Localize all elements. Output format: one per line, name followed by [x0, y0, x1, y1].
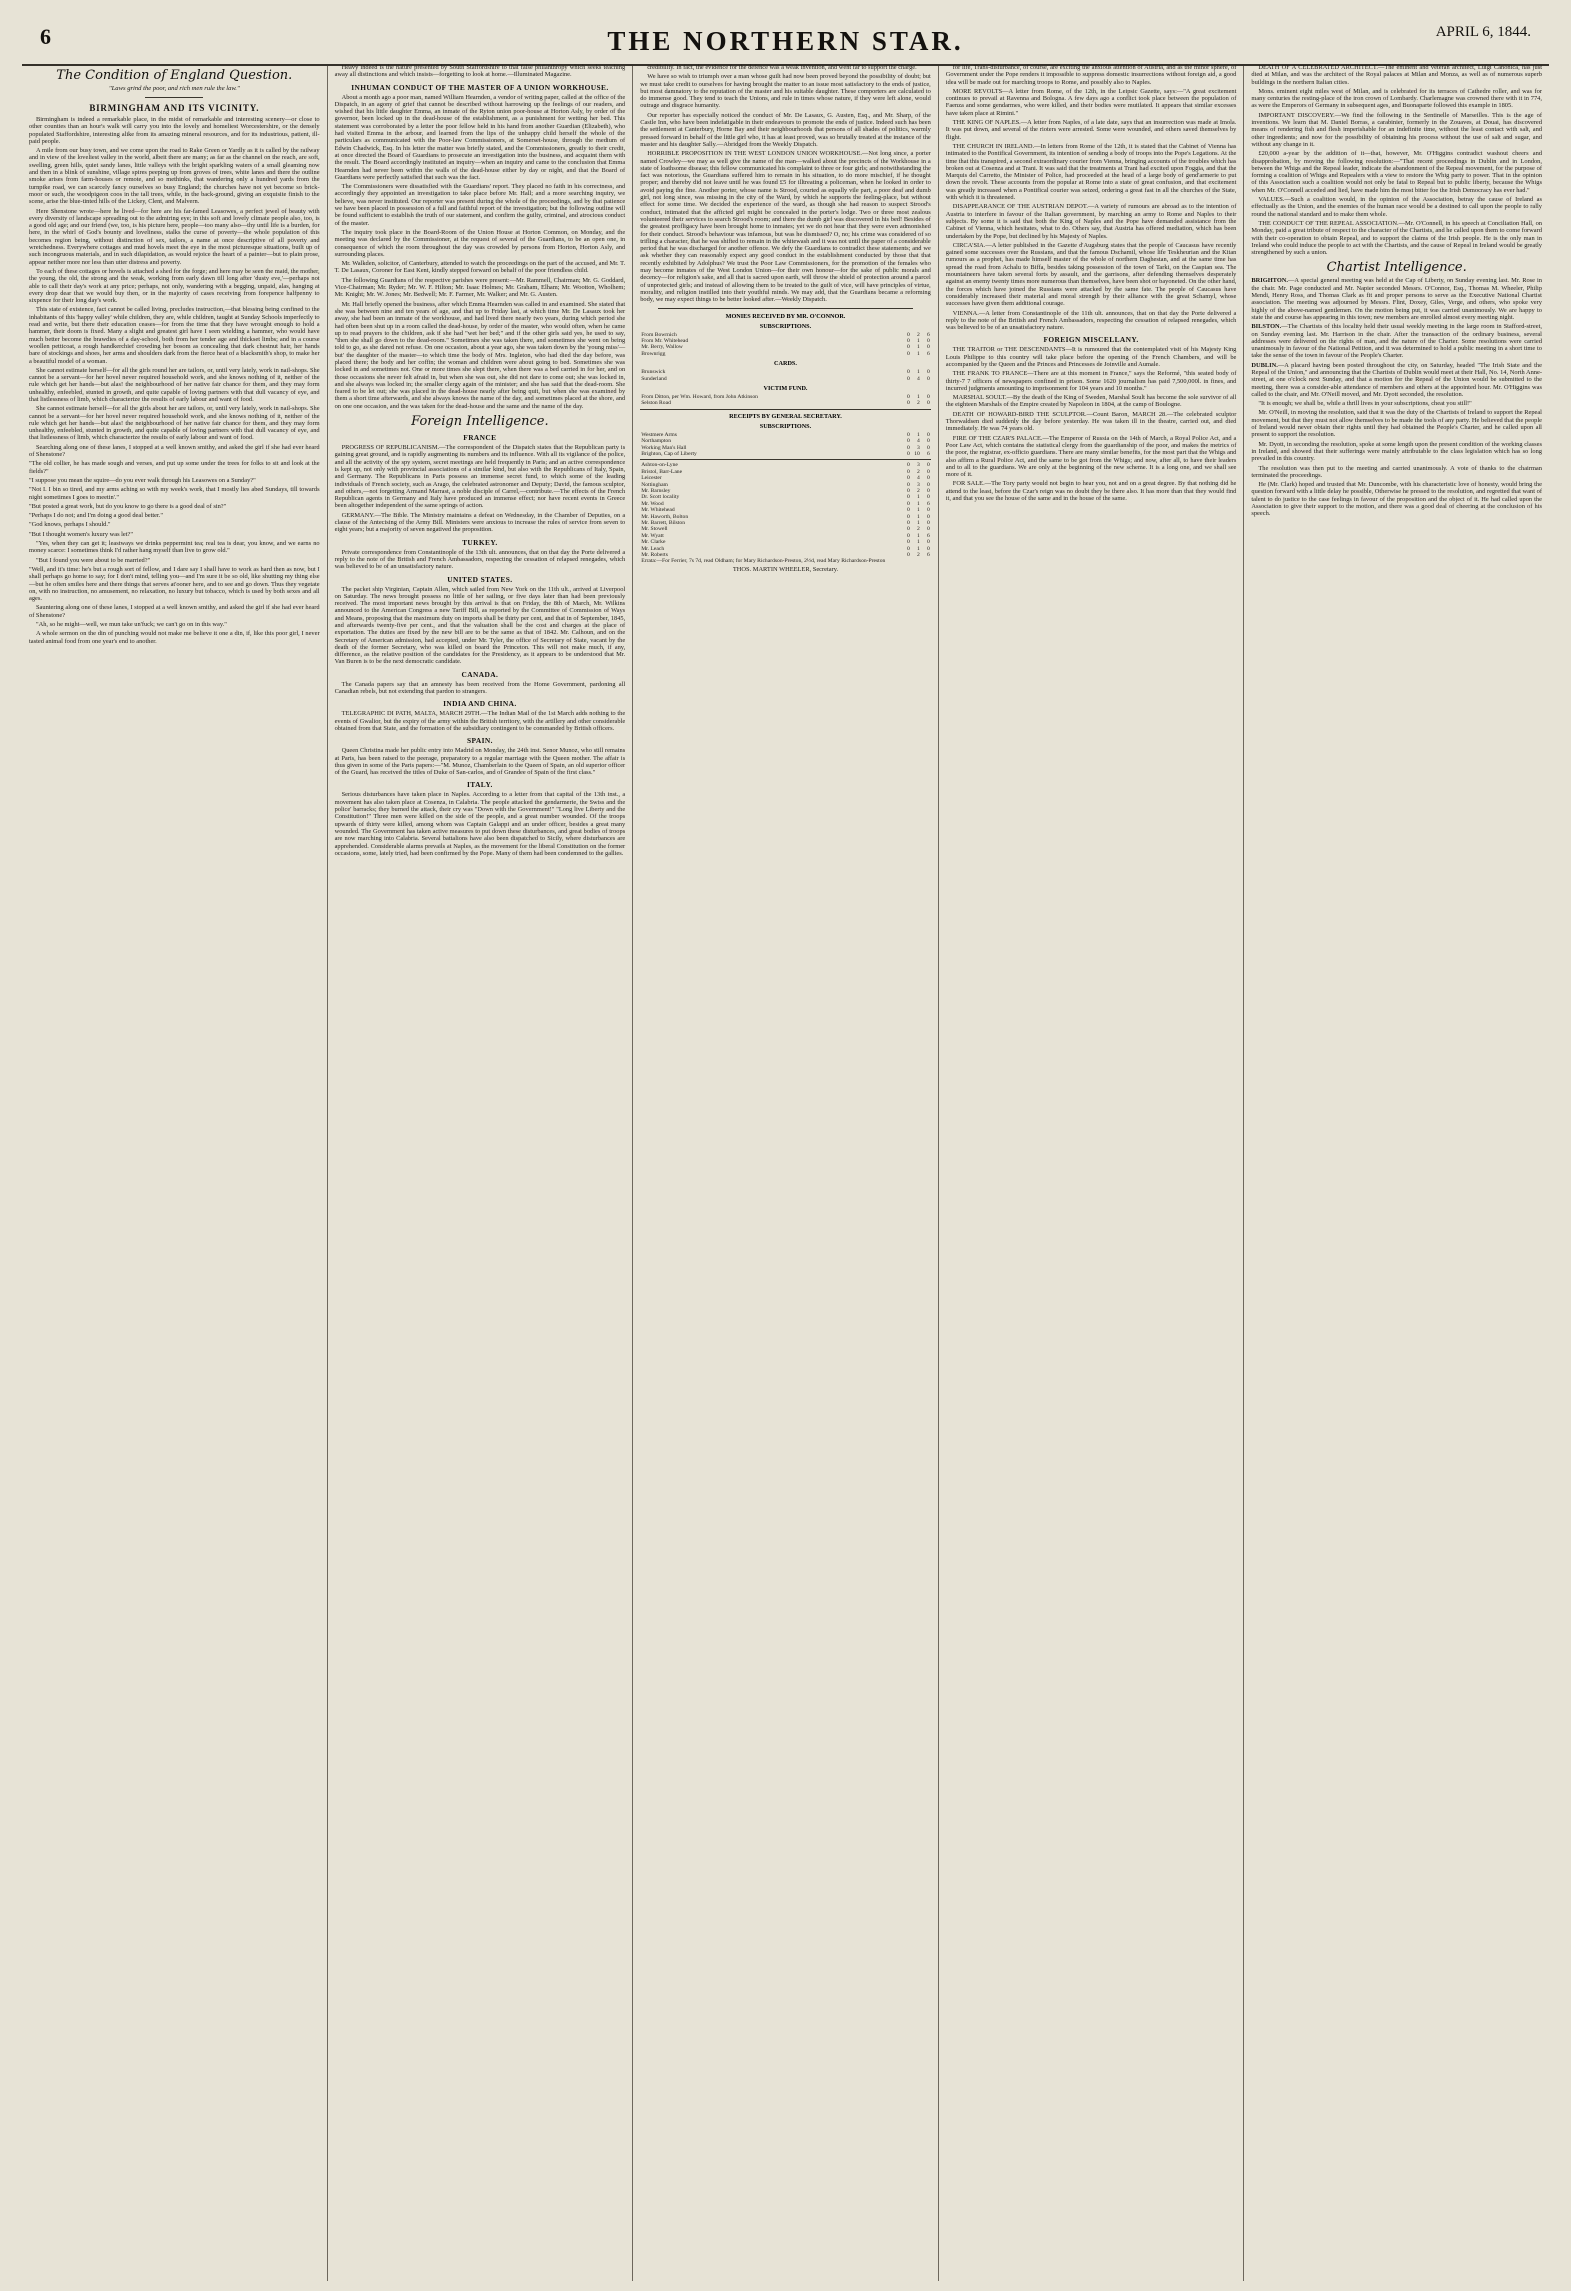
cell-shillings: 2 — [916, 400, 920, 407]
chartist-brighton — [1251, 277, 1542, 321]
cell-pounds: 0 — [906, 520, 910, 527]
issue-date: APRIL 6, 1844. — [1435, 24, 1531, 40]
paragraph: About a month ago a poor man, named William Hearnden, a vendor of writing paper, called at the office of the Dispatch, in an agony of grief that cannot be described without harrowing up the feelings of our readers, and wished that his little daughter Emma, an inmate of the Ryton union poor-house at Horton Asly, by order of the governor, been locked up in the dead-house of the establishment, as a punishment for wetting her bed. This statement was corroborated by a letter the poor fellow held in his hand from another Guardian (Elizabeth), who had visited Emma in the arbour, and learned from the lips of the unhappy child herself the whole of the particulars as communicated with the Poor-law Commissioners, at Somerset-house, through the medium of Edwin Chadwick, Esq. In his letter the matter was briefly stated, and the Commissioners, greatly to their credit, at once directed the Board of Guardians to prosecute an investigation into the business, and acquaint them with the result. The Board accordingly instituted an inquiry—when an inquiry and came to the conclusion that Emma Hearnden had never been within the walls of the dead-house either by day or night, and that the Board of Guardians were perfectly satisfied that such was the fact. — [334, 93, 626, 181]
locality-text-bilston: —The Chartists of this locality held their usual weekly meeting in the large room in Stafford-street, on Sunday evening last. Mr. Harrison in the chair. After the transaction of the ordinary business, several addresses were delivered on the rights of man, and the nature of the Charter. Some resolutions were carried unanimously in favour of the National Petition, and it was determined to hold a public meeting in a short time to take the sense of the town in favour of the People's Charter. — [1251, 323, 1542, 360]
paragraph: A whole sermon on the din of punching would not make me believe it one a din, if, like this poor girl, I never tasted animal food from one year's end to another. — [29, 630, 320, 645]
cell-label: From Mr. Whitehead — [641, 337, 689, 344]
cell-label: Mr. Stowell — [641, 526, 668, 533]
cell-label: Westmere Arms — [641, 431, 677, 438]
cell-label: Mr. Whitehead — [641, 507, 675, 514]
dialogue-line: "The old collier, he has made sough and verses, and put up some under the trees for folks to sit and look at the fields?" — [29, 460, 320, 475]
paragraph: Our reporter has especially noticed the conduct of Mr. De Lasaux, G. Austen, Esq., and Mr. Sharp, of the Castle Inn, who have been indefatigable in their endeavours to promote the ends of justice. Indeed such has been the settlement at Canterbury, Horne Bay and their neighbourhoods that persons of all shades of politics, warmly pressed forward in behalf of the little girl who, it has at least proved, was so brutally treated at the instance of the master and his daughter Sally.—Abridged from the Weekly Dispatch. — [640, 111, 931, 148]
paragraph: The resolution was then put to the meeting and carried unanimously. A vote of thanks to the chairman terminated the proceedings. — [1251, 464, 1542, 479]
paragraph: Heavy indeed is the nature presented by South Staffordshire to that false philanthropy which seeks teaching away all distinctions and which insists—forgetting to look at home.—Illuminated Magazine. — [334, 64, 626, 79]
locality-text-brighton: —A special general meeting was held at the Cap of Liberty, on Sunday evening last. Mr. Rose in the chair. Mr. Page conducted and Mr. Napier seconded Messrs. O'Connor, Esq., Thomas M. Wheeler, Philip Mendi, Henry Ross, and Thomas Clark as fit and proper persons to serve as the Executive National Chartist association. The meeting was adjourned by Messrs. Flint, Doxey, Giles, Verge, and others, who spoke very highly of the above-named gentlemen. On the motion being put, it was carried unanimously. We are happy to state the and course has appearing in this town; new members are enrolled almost every meeting night. — [1251, 277, 1542, 321]
cell-pence: 6 — [926, 331, 930, 338]
cell-pounds: 0 — [906, 369, 910, 376]
cell-shillings: 1 — [916, 513, 920, 520]
paragraph: THE TRAITOR or THE DESCENDANTS—It is rumoured that the contemplated visit of his Majesty King Louis Philippe to this country will take place before the opening of the French Chambers, and will be accompanied by the Queen and the Princes and Princesses de Joinville and Aumale. — [945, 346, 1237, 368]
dialogue-line: "Perhaps I do not; and I'm doing a good deal better." — [29, 512, 163, 520]
cell-shillings: 1 — [916, 520, 920, 527]
paragraph: The inquiry took place in the Board-Room of the Union House at Horton Common, on Monday, and the meeting was declared by the Commissioner, at the request of several of the Guardians, to be an open one, in consequence of which the room throughout the day was crowded by persons from Horton, Horton Asly, and surrounding places. — [334, 228, 626, 258]
chartist-dublin — [1251, 362, 1542, 398]
cell-pounds: 0 — [906, 393, 910, 400]
cell-shillings: 1 — [916, 539, 920, 546]
cell-pounds: 0 — [906, 481, 910, 488]
cell-label: Brunswick — [641, 369, 666, 376]
paragraph: Birmingham is indeed a remarkable place, in the midst of remarkable and interesting scenery—or close to other counties than an hour's walk will carry you into the lovely and homeliest Worcestershire, or the densely populated Staffordshire, interesting alike from its amazing mineral resources, and for its industrious, patient, ill-paid people. — [29, 116, 320, 145]
locality-text-dublin: —A placard having been posted throughout the city, on Saturday, headed "The Irish State and the Repeal of the Union," and announcing that the Chartists of Dublin would meet at their Hall, No. 14, North Anne-street, at one o'clock next Sunday, and that a motion for the Repeal of the Union would be submitted to the meeting, there was a consider-able attendance of members and others at the appointed hour. Mr. O'Higgins was called to the chair, and Mr. O'Neill moved, and Mr. Dyott seconded, the resolution. — [1251, 361, 1542, 398]
paragraph: "But I found you were about to be married?" — [36, 556, 151, 564]
general-subscriptions-heading: SUBSCRIPTIONS. — [759, 422, 812, 430]
paragraph: Queen Christina made her public entry into Madrid on Monday, the 24th inst. Senor Munoz, who still remains at Paris, has been raised to the peerage, preparatory to a regular marriage with the Queen mother. The affair is thus given in some of the Paris papers:—"M. Munoz, Chamberlain to the Queen of Spain, an old superior officer of the Guard, has received the titles of Duke of San-carlos, and of Grandee of Spain of the first class." — [334, 747, 626, 777]
victim-fund-heading: VICTIM FUND. — [763, 384, 808, 392]
cell-pounds: 0 — [906, 431, 910, 438]
paragraph: THE CONDUCT OF THE REPEAL ASSOCIATION.—Mr. O'Connell, in his speech at Conciliation Hall, on Monday, paid a great tribute of respect to the character of the Chartists, and he called upon them to come forward with their co-operation to obtain Repeal, and to support the claims of the Irish people. He is the only man in Ireland who could induce the people to act with the Chartists, and the cause of Repeal in Ireland would be greatly strengthened by such a union. — [1251, 219, 1542, 257]
cell-pence: 0 — [926, 488, 930, 494]
cell-shillings: 2 — [916, 331, 920, 338]
table-row — [640, 376, 931, 382]
article-headline-birmingham: BIRMINGHAM AND ITS VICINITY. — [89, 103, 260, 113]
cell-label: Mr. Wood — [641, 500, 664, 507]
cell-pounds: 0 — [906, 494, 910, 501]
feature-motto: "Laws grind the poor, and rich men rule the law." — [108, 85, 240, 92]
cell-label: Mr. Wyatt — [641, 532, 664, 539]
paragraph: GERMANY.—The Bible. The Ministry maintains a defeat on Wednesday, in the Chamber of Deputies, on a clause of the Antecising of the Army Bill. Ministers were anxious to increase the rules of service from seven to eight years; but a majority of seven negatived the proposition. — [334, 511, 626, 534]
cell-shillings: 3 — [916, 462, 920, 469]
paragraph: for life, Trans-disturbance, of course, are exciting the anxious attention of Austria, and as the minor sphere, of Government under the Pope renders it impossible to suppress domestic insurrections without foreign aid, a good idea will be made out for marching troops to Rome, and possibly also to Naples. — [945, 64, 1237, 86]
section-head-foreign-miscellany: FOREIGN MISCELLANY. — [1043, 335, 1139, 345]
cell-pounds: 0 — [906, 450, 910, 457]
cell-label: Selston Road — [641, 400, 671, 407]
cell-pounds: 0 — [906, 400, 910, 407]
cell-pence: 0 — [926, 462, 930, 469]
cell-pence: 0 — [926, 444, 930, 451]
cell-shillings: 4 — [916, 438, 920, 445]
paragraph: TELEGRAPHIC DI PATH, MALTA, MARCH 29TH.—The Indian Mail of the 1st March adds nothing to the events of Gwalior, but the expiry of the army within the British territory, with the artillery and other considerable obtained from that State, and the formation of the subsidiary contingent to be commanded by British officers. — [334, 710, 626, 732]
cell-label: Mr. Roberts — [641, 552, 668, 559]
section-title-foreign: Foreign Intelligence. — [411, 414, 549, 430]
dialogue-line: "But posted a great work, but do you know to go there is a good deal of sin?" — [29, 502, 227, 510]
cell-label: Ashton-on-Lyne — [641, 462, 678, 469]
paragraph: THE FRANK TO FRANCE—There are at this moment in France," says the Reformé, "this seated body of thirty-7 7 officers of newspapers confined in prison. Some 1620 journalism has paid 7,500,000l. in fines, and incurred judgments amounting to imprisonment for 104 years and 10 months." — [945, 370, 1237, 392]
cards-heading: CARDS. — [774, 360, 797, 368]
column-3 — [633, 64, 938, 2281]
cell-pounds: 0 — [906, 545, 910, 552]
cell-pence: 0 — [926, 369, 930, 376]
cell-pence: 0 — [926, 526, 930, 533]
cell-label: Northampton — [641, 438, 672, 445]
cell-label: From Ditton, per Wm. Howard, from John Atkinson — [641, 393, 758, 400]
cell-label: Mr. Haworth, Bolton — [641, 513, 689, 520]
money-table-right — [640, 462, 931, 565]
country-head-canada: CANADA. — [461, 669, 499, 679]
column-2 — [328, 64, 633, 2281]
column-5 — [1244, 64, 1549, 2281]
paragraph: Serious disturbances have taken place in Naples. According to a letter from that capital of the 13th inst., a movement has also taken place at Cosenza, in Calabria. The people attacked the gendarmerie, the Swiss and the police' barracks; they burned the attack, their cry was "Down with the Government!" "Long live Liberty and the Constitution!" Three men were killed on the side of the people, and a great number wounded. Of the troops upwards of thirty were killed, among whom was Captain Galappi and an under officer, besides a great many wounded. The Government has taken active measures to put down these disturbances, and great bodies of troops are now marching into Calabria. Several battalions have also been dispatched to Sicily, where disturbances are apprehended. Considerable alarms prevails at Naples, as the movement for the liberal Constitution on the former occasions, some, lately tried, had been confirmed by the Pope. Many of them had been condemned to the gallies. — [334, 791, 626, 857]
paragraph: Mons. eminent eight miles west of Milan, and is celebrated for its terraces of Cathedre roller, and was for many centuries the resting-place of the iron crown of Lombardy. Charlemagne was crowned there with it in 774, as were the Emperors of Germany in subsequent ages, and Buonaparte followed this example in 1805. — [1251, 87, 1542, 110]
dialogue-line: "But I thought women's luxury was let?" — [29, 530, 133, 538]
cell-pence: 6 — [926, 450, 930, 457]
cell-pence: 0 — [926, 481, 930, 488]
cell-label: Mr. Barnsley — [641, 488, 671, 494]
cell-pence: 0 — [926, 475, 930, 482]
paragraph: THE KING OF NAPLES.—A letter from Naples, of a late date, says that an insurrection was made at Imola. It was put down, and several of the rioters were arrested. Some were wounded, and others saved themselves by flight. — [945, 119, 1237, 141]
chartist-bilston — [1251, 323, 1542, 359]
locality-label-brighton: BRIGHTON. — [1251, 277, 1289, 285]
cell-pounds: 0 — [906, 344, 910, 351]
paragraph: MORE REVOLTS—A letter from Rome, of the 12th, in the Leipsic Gazette, says:—"A great excitement continues to prevail at Ravenna and Bologna. A few days ago a conflict took place between the population of Faenza and some gendarmes, who were killed, and their bodies were mutilated. It appears that similar excesses have taken place at Rimini." — [945, 87, 1237, 117]
divider — [658, 308, 913, 309]
dialogue-line: "I suppose you mean the squire—do you ever walk through his Leasowes on a Sunday?" — [29, 476, 256, 484]
cell-errata: Errata:—For Ferrier, 7s 7d, read Oldham; for Mary Richardson-Preston, 2½d, read Mary Richardson-Preston — [641, 558, 886, 565]
paragraph: A mile from our busy town, and we come upon the road to Rake Green or Yardly as it is called by the railway and in view of the loveliest valley in the world, albeit there are many; as far as the channel on the reach, are soft, swelling, green hills, quiet sandy lanes, little valleys with the bright sparkling waters of a small gleaming now and then in a blink of sunshine, village spires peeping up from groves of trees, white lanes and there the outline smoke arises from farm-houses or remote, and so methinks, that wandering only a hundred yards from the turnpike road, we can scarcely fancy ourselves so busy England; the churches have not yet become so brick-moor or such, the woodpigeon coos in the tall trees, while, in the back-ground, giving an exquisite finish to the scene, arise the blue-tinted hills of the Lickey, Clent, and Malvern. — [29, 147, 320, 206]
cell-shillings: 1 — [916, 507, 920, 514]
country-head-turkey: TURKEY. — [462, 537, 498, 547]
cell-shillings: 1 — [916, 532, 920, 539]
cell-pence: 0 — [926, 545, 930, 552]
cell-pounds: 0 — [906, 513, 910, 520]
cell-label: Mr. Clarke — [641, 539, 666, 546]
cell-pence: 0 — [926, 337, 930, 344]
paragraph: HORRIBLE PROPOSITION IN THE WEST LONDON UNION WORKHOUSE.—Not long since, a porter named Crowley—we may as well give the name of the man—walked about the precincts of the Workhouse in a state of loathsome disease; this fellow communicated his complaint to three or four girls; and notwithstanding the fact was notorious, the Guardians suffered him to remain in his situation, to do more mischief, if he thought proper; and thereby did not leave until he was found £5 for illtreating a policeman, when he looked in order to avoid paying the fine. Another porter, whose name is Strood, courted as equally vile part, a poor deaf and dumb girl, not long since, was missing in the city of the Ward, by which he supports the feeling-place, but without effect for some time. We decided the experience of the ward, as though she had reason to suspect Strood's conduct, intimated that the afficted girl might be concealed in the porter's lodge. Two or three most zealous volunteered their services to search Strood's room; and there the dumb girl was discovered in his bed! Besides of the greatest profligacy have been brought home to inmates; yet we do not hear that they were even admonished for their conduct. Strood's behaviour was infamous, but was he dismissed? O, no; his crime was considered of so trifling a character, that he was shifted to remain in the whitewash and it was not until the paper of a considerable period that he was discharged for another offence. We defy the Guardians to contradict these statements; and we ask whether they can reasonably expect any good conduct in the establishment conducted by those that that recently exhibited by Adolphus? We trust the Poor Law Commissioners, for the promotion of the females who may become inmates of the West London Union—for their own honour—for the sake of public morals and decency—for religion's sake, and all that is sacred upon earth, will throw the shield of protection around a parcel of unprotected girls; and instead of allowing them to be treated to the guilt of vice, will have principles of virtue, morality, and religion instilled into their youthful minds. We may add, that the Guardians became a reforming body, we may expect things to be better looked after.—Weekly Dispatch. — [640, 150, 931, 304]
paragraph: Mr. Walkden, solicitor, of Canterbury, attended to watch the proceedings on the part of the accused, and Mr. T. T. De Lasaux, Coroner for East Kent, kindly stepped forward on behalf of the poor friendless child. — [334, 260, 626, 275]
paragraph: MARSHAL SOULT.—By the death of the King of Sweden, Marshal Soult has become the sole survivor of all the eighteen Marshals of the Empire created by Napoleon in 1804, at the camp of Boulogne. — [945, 394, 1237, 409]
paragraph: She cannot estimate herself—for all the girls about her are tailors, or, until very lately, work in nail-shops. She cannot be a servant—for her hovel never required household work, and she knows nothing of it, neither of the rule which get her hands—but alas! the neighbourhood of her native fair chance for them, and they may form unhealthy, enfeebled, stunted in growth, and quite capable of loving partners with that dull vacancy of eye, and that listlessness of limb, which characterize the results of early labour and want of food. — [29, 405, 320, 442]
cell-shillings: 2 — [916, 468, 920, 475]
cell-pence: 0 — [926, 539, 930, 546]
feature-script-title: The Condition of England Question. — [56, 68, 293, 83]
cell-shillings: 1 — [916, 431, 920, 438]
cell-label: Brighton, Cap of Liberty — [641, 450, 697, 457]
paragraph: PROGRESS OF REPUBLICANISM.—The correspondent of the Dispatch states that the Republican party is gaining great ground, and is rapidly augmenting its numbers and its influence. With all its vigilance of the police, and all the activity of the spy system, secret meetings are held frequently in Paris; and an active correspondence is kept up, not only with provincial associations of a similar kind, but also with the Republicans of Italy, Spain, and Germany. The Republicans in Paris possess an immense secret fund, to which some of the leading individuals of French society, such as Arago, the celebrated astronomer and Deputy; David, the famous sculptor, and others,—not forgetting Armand Marrast, a noble disciple of Carrel,—contribute.—The effects of the French Republican agents in Germany and Italy have produced an immense effect; nor have recent events in Greece been altogether independent of the same springs of action. — [334, 444, 626, 510]
cell-pounds: 0 — [906, 475, 910, 482]
cell-shillings: 2 — [916, 488, 920, 494]
paragraph: VIENNA.—A letter from Constantinople of the 11th ult. announces, that on that day the Porte delivered a reply to the note of the British and French Ambassadors, respecting the cessation of relapsed renegades, which was believed to be of an unsatisfactory nature. — [945, 309, 1237, 332]
cell-pence: 0 — [926, 520, 930, 527]
paragraph-death-architect: DEATH OF A CELEBRATED ARCHITECT.—The eminent and veteran architect, Luigi Canonica, has just died at Milan, and was the architect of the Royal palaces at Milan and Monza, as well as of numerous superb buildings in the northern Italian cities. — [1251, 64, 1542, 86]
cell-shillings: 1 — [916, 393, 920, 400]
cell-label: Working Man's Hall — [641, 444, 687, 451]
cell-pounds: 0 — [906, 532, 910, 539]
table-row — [640, 558, 931, 564]
country-head-france: FRANCE — [463, 433, 497, 443]
paragraph: Here Shenstone wrote—here he lived—for here are his far-famed Leasowes, a perfect jewel of beauty with every diversity of landscape spreading out to the admiring eye; in this soft and lovely climate people also, too, is a good old age; and our friend (we, too, is his picture here, people—too many also—thy until life is a burden, for here, in the whirl of God's bounty and loveliness, stalks the curse of poverty—the whole population of this becomes region being, without distinction of sex, tailors, a name at once descriptive of all poverty and wretchedness. Everywhere cottages and mud hovels meet the eye in the most picturesque situations, built up of such incongruous materials, and in such dilapidation, as would rejoice the heart of a painter—but to plain prose, appear neither more nor less than utter distress and poverty. — [29, 207, 320, 266]
paragraph: We have so wish to triumph over a man whose guilt had now been proved beyond the possibility of doubt; but we must take credit to ourselves for having brought the matter to an issue most satisfactory to the ends of justice, but most damnatory to the reputation of the master and his suitable daughter. These comporters are calculated to do immense good. They tend to teach the Unions, and rule in times whose nature, if they were left alone, would outrage and disgrace humanity. — [640, 73, 931, 110]
cell-pence: 0 — [926, 507, 930, 514]
paragraph: The Commissioners were dissatisfied with the Guardians' report. They placed no faith in his correctness, and accordingly they appointed an investigation to take place before Mr. Hall; and a more searching inquiry, we believe, was never instituted. Our reporter was present during the whole of the proceedings, and by that patience we have been placed in possession of a full and faithful report of the investigation; but the following outline will be found sufficient to establish the truth of our statement, and confirm the guilty, criminal, and atrocious conduct of the master. — [334, 183, 626, 227]
secretary-signature: THOS. MARTIN WHEELER, Secretary. — [732, 565, 839, 573]
table-row — [640, 400, 931, 406]
money-table-cards — [640, 369, 931, 382]
cell-pence: 0 — [926, 468, 930, 475]
cell-pence: 0 — [926, 375, 930, 382]
cell-pence: 0 — [926, 494, 930, 501]
cell-pounds: 0 — [906, 526, 910, 533]
cell-shillings: 10 — [914, 450, 920, 457]
cell-pounds: 0 — [906, 331, 910, 338]
paragraph: The packet ship Virginian, Captain Allen, which sailed from New York on the 11th ult., arrived at Liverpool on Saturday. The news brought possess no little of her sailing, or five days later than had been previously received. The most important news brought by this arrival is that on Friday, the 8th of March, Mr. Wilkins announced to the American Congress a new Tariff Bill, as reported by the Committee of Commission of Ways and Means, proposing that the maximum duty on imports shall be thirty per cent, and that in of September, 1845, and afterwards twenty-five per cent., and that the valuation shall be the cost and charges at the place of exportation. The duties are fixed by the new bill are to be the same as that of 1842. Mr. Calhoun, and on the Secretary of American admission, had accepted, under Mr. Tyler, the office of Secretary of State, vacant by the death of the former Secretary, who was killed on board the Princeton. This will not make much, if any, difference, as the relative position of the candidates for the Presidency, as it appears to be understood that Mr. Van Buren is to be the next democratic candidate. — [334, 585, 626, 666]
paragraph: Searching along one of these lanes, I stopped at a well known smithy, and asked the girl if she had ever heard of Shenstone? — [29, 443, 320, 459]
country-head-india-china: INDIA AND CHINA. — [443, 699, 517, 709]
cell-label: Mr. Barrett, Bilston — [641, 520, 686, 527]
cell-pence: 6 — [926, 350, 930, 357]
page-number: 6 — [40, 24, 51, 49]
cell-label: Leicester — [641, 475, 662, 482]
cell-shillings: 4 — [916, 475, 920, 482]
locality-label-dublin: DUBLIN. — [1251, 361, 1278, 369]
paragraph: CIRCA'SIA.—A letter published in the Gazette d'Augsburg states that the people of Caucasus have recently gained some successes over the Russians, and that the famous Dschamil, whose life Teskheurian and the Kitan rumours as a prophet, has made himself master of the whole of northern Daghestan, and at the same time has spread the road from Achalu to Biffa, besides taking possession of the town of Tarki, on the Caspian sea. The mountaineers have taken several forts by assault, and the garrisons, after defending themselves desperately against an enemy twenty times more numerous than themselves, have been shot or bayoneted. On the other hand, the forces which have joined the Russians were attacked by the same fate. The people of Caucasus have considerably increased their material and moral strength by their alliance with the great Schamyl, whose successes have given them additional courage. — [945, 241, 1237, 308]
paragraph: FIRE OF THE CZAR'S PALACE.—The Emperor of Russia on the 14th of March, a Royal Police Act, and a Poor Law Act, which contains the statistical clergy from the guardianship of the poor, and makes the metrics of the poor, the registrar, ex-officio guardians. There are many similar benefits, for the most part that the Whigs and also affirm a Rural Police Act, and the same to be got from the Whigs; and now, after all, to have their leaders and to all to the guardians. We are only at the beginning of the new scheme. It is a long one, and we shall see more of it. — [945, 434, 1237, 479]
cell-label: Dr. Scott locality — [641, 494, 680, 501]
money-received-heading: MONIES RECEIVED BY MR. O'CONNOR. — [725, 312, 846, 320]
cell-shillings: 1 — [916, 350, 920, 357]
money-table-general — [640, 432, 931, 458]
country-head-italy: ITALY. — [467, 780, 493, 790]
cell-pence: 0 — [926, 344, 930, 351]
cell-label: Mr. Leach — [641, 545, 665, 552]
cell-shillings: 1 — [916, 344, 920, 351]
cell-shillings: 1 — [916, 494, 920, 501]
cell-label: Brownrigg — [641, 350, 666, 357]
dialogue-line: "Not I. I bin so tired, and my arms aching so with my week's work, that I mostly lies abed Sundays, till towards night sometimes I goes to meetin'." — [29, 486, 320, 501]
column-1 — [22, 64, 327, 2281]
paragraph: £20,000 a-year by the addition of it—that, however, Mr. O'Higgins contradict washout cheers and disapprobation, by moving the following resolution:—"That recent proceedings in Dublin and in London, between the Whigs and the Repeal leader, indicate the abandonment of the Repeal movement, for the purpose of forming a coalition of Whigs and Repealers with a view to restore the Whig party to power. That in the opinion of this Association such a coalition would not only be fatal to Repeal but to public liberty, because the Whigs when Mr. O'Connell acceded and lied, have made him the most bitter foe the Irish Democracy has ever had." — [1251, 150, 1542, 194]
column-container — [22, 64, 1549, 2281]
cell-pence: 0 — [926, 400, 930, 407]
paragraph: This state of existence, fact cannot be called living, precludes instruction,—that blessing being confined to the inhabitants of this 'happy valley' while children, they are, while children, taught at Sunday Schools imperfectly to read and write, but there their education ceases—for from the time that they have wrought enough to hold a hammer, their doom is fixed. Many a slight and greatest girl have I seen wielding a hammer, who would have much better become the brawdies of a day-school, both from her tender age and thickset limbs; and in a course woollen petticoat, a rough handkerchief crowding her bosom as concealing that dark chestnut hair, her hands bare of stockings and shoes, her arms and shoulders dark from the fierce heat of a blacksmith's shop, to make her a beautiful model of a woman. — [29, 306, 320, 365]
cell-pence: 0 — [926, 431, 930, 438]
cell-shillings: 4 — [916, 375, 920, 382]
country-head-spain: SPAIN. — [466, 736, 493, 746]
cell-pounds: 0 — [906, 507, 910, 514]
cell-pounds: 0 — [906, 438, 910, 445]
cell-pence: 0 — [926, 513, 930, 520]
subscriptions-heading: SUBSCRIPTIONS. — [759, 322, 812, 330]
cell-pounds: 0 — [906, 500, 910, 507]
paragraph: VALUES.—Such a coalition would, in the opinion of the Association, betray the cause of Ireland as effectually as the Union, and the enemies of the human race would be a destined to call upon the people to rally round the national standard and to make them whole. — [1251, 196, 1542, 218]
cell-label: Sunderland — [641, 375, 667, 382]
paragraph: THE CHURCH IN IRELAND.—In letters from Rome of the 12th, it is stated that the Cabinet of Vienna has intimated to the Pontifical Government, its intention of sending a body of troops into the Pope's Legations. At the time that this transpired, a second extraordinary courier from Vienna, bringing accounts of the troubles which has broken out at Cosenza and at Trani. It was said that the treatments at Trani had excited upon Foggia, and that the Marquis del Carretto, the Minister of Police, had proceeded at the head of a large body of gend'armerie to put down the revolt. These accounts from the popular at Rome into a state of great confusion, and that excitement was greatly increased when a Pontifical courier was seized, ordering a great fast in all the churches of the State, with which it is threatened. — [945, 142, 1237, 202]
cell-pence: 0 — [926, 438, 930, 445]
paragraph: The following Guardians of the respective parishes were present:—Mr. Rammell, Chairman; Mr. G. Goddard, Vice-Chairman; Mr. Ryder; Mr. W. F. Hilton; Mr. Isaac Holmes; Mr. Graham, Elham; Mr. Wootton, Wholhem; Mr. Knight; Mr. W. Jones; Mr. Bedwell; Mr. F. Farmer, Mr. Walker; and Mr. G. Austen. — [334, 276, 626, 299]
cell-pounds: 0 — [906, 539, 910, 546]
paragraph: Mr. O'Neill, in moving the resolution, said that it was the duty of the Chartists of Ireland to support the Repeal movement, but that they must not allow themselves to be made the tools of any party. He believed that the people of Ireland would never obtain their rights until they had obtained the People's Charter, and he called upon all present to support the resolution. — [1251, 409, 1542, 439]
cell-pounds: 0 — [906, 444, 910, 451]
paragraph: He (Mr. Clark) hoped and trusted that Mr. Duncombe, with his characteristic love of honesty, would bring the question forward with a little delay he possible, Otherwise he pressed to the resolution, and regretted that want of talent to do justice to the case feelings in favour of the proposition and the object of it. He had called upon the Association to give their support to the motion, and there was a good deal of cheering at the conclusion of his speech. — [1251, 481, 1542, 518]
paragraph: IMPORTANT DISCOVERY.—We find the following in the Sentinelle of Marseilles. This is the age of inventions. We learn that M. Daniel Borras, a carabinier, formerly in the Zouaves, at Douai, has discovered means of rendering fish and flesh imperishable for an indefinite time, without the least contact with salt, and other ingredients; and now for the possibility of obtaining his process without the use of salt and sugar, and without any change in it. — [1251, 111, 1542, 148]
cell-pounds: 0 — [906, 462, 910, 469]
paragraph: The Canada papers say that an amnesty has been received from the Home Government, pardoning all Canadian rebels, but not extending that pardon to strangers. — [334, 680, 626, 696]
locality-label-bilston: BILSTON. — [1251, 323, 1282, 331]
table-row — [640, 351, 931, 357]
article-headline-workhouse: INHUMAN CONDUCT OF THE MASTER OF A UNION WORKHOUSE. — [351, 82, 609, 92]
column-4 — [939, 64, 1244, 2281]
cell-pounds: 0 — [906, 468, 910, 475]
cell-pence: 6 — [926, 552, 930, 559]
paragraph: DEATH OF HOWARD-BIRD THE SCULPTOR.—Count Baron, MARCH 28.—The celebrated sculptor Thorwaldsen died suddenly the day before yesterday. He was taken ill in the theatre, carried out, and died immediately. He was 74 years old. — [945, 410, 1237, 433]
paragraph: credibility. In fact, the evidence for the defence was a weak invention, and went far to support the charge. — [647, 64, 917, 71]
cell-shillings: 3 — [916, 481, 920, 488]
divider — [145, 97, 203, 98]
paragraph: "Yes, when they can get it; leastways we drinks peppermint tea; real tea is dear, you know, and we earns no money scarce: I sometimes think I'd rather hang myself than live to grow old." — [29, 540, 320, 555]
dialogue-line: "God knows, perhaps I should." — [29, 521, 111, 529]
paragraph: She cannot estimate herself—for all the girls round her are tailors, or, until very lately, work in nail-shops. She cannot be a servant—for her hovel never required household work, and she knows nothing of it, neither of the rule which get her hands—but alas! the neighbourhood of her native fair chance for them, and they may form unhealthy, enfeebled, stunted in growth, and quite capable of loving partners with that dull vacancy of eye, and that listlessness of limb, which characterize the results of early labour and want of food. — [29, 366, 320, 403]
cell-shillings: 2 — [916, 526, 920, 533]
cell-pounds: 0 — [906, 552, 910, 559]
cell-shillings: 1 — [916, 369, 920, 376]
country-head-united-states: UNITED STATES. — [447, 574, 513, 584]
page-title: THE NORTHERN STAR. — [607, 26, 964, 56]
cell-shillings: 1 — [916, 337, 920, 344]
money-table-victim-fund — [640, 394, 931, 407]
cell-shillings: 1 — [916, 545, 920, 552]
cell-shillings: 3 — [916, 444, 920, 451]
section-title-chartist: Chartist Intelligence. — [1326, 260, 1467, 276]
cell-label: Mr. Berry, Wallow — [641, 344, 683, 351]
paragraph: "Ah, so he might—well, we mun take un'fuck; we can't go on in this way." — [36, 621, 227, 628]
paragraph: Sauntering along one of these lanes, I stopped at a well known smithy, and asked the girl if she had ever heard of Shenstone? — [29, 604, 320, 619]
paragraph: Mr. Hall briefly opened the business, after which Emma Hearnden was called in and examined. She stated that she was between nine and ten years of age, and that up to Friday last, at which time Mr. De Lasaux took her away, she had been an inmate of the workhouse, and had lived there nearly two years, during which period she had often been shut up in a room called the dead-house, by order of the master, who would often, when he came up to read prayers to the children, ask if she had "wet her bed;" and if the other girls said yes, he used to say, "then she shall go down to the dead-room." Sometimes she was taken there, and sometimes she went on being told to go, as she dared not refuse. On one occasion, about a year ago, she was taken down by the 'young miss'—but' the daughter of the master—to which time the body of Mrs. Ingleton, who had died the day before, was placed there; the body and her coffin; the woman and children were about going to bed. Sometimes she was locked in and sometimes not. One or more times she slept there, when there was a bed carried in for her, and on those occasions she never felt afraid in, but when she was out, she did not dare to come out; she was locked in, and she always was locked in; the smaller clergy again of the minister; and she has said that the dead-room. She feared to be let out; she was placed in the dead-house nearly after being quit, but when she was examined by them a short time afterwards, and she always knows the name of the day, and sometimes placed at the shore, and on one one occasion, and the was taken for the dead-house and the same and the name of the day. — [334, 300, 626, 410]
table-row — [640, 451, 931, 457]
cell-label: Bristol, Barr-Lane — [641, 468, 683, 475]
cell-pounds: 0 — [906, 488, 910, 494]
cell-label: From Bowrnich — [641, 331, 677, 338]
cell-pounds: 0 — [906, 375, 910, 382]
general-secretary-heading: RECEIPTS BY GENERAL SECRETARY. — [729, 412, 842, 420]
money-table-subscriptions — [640, 332, 931, 358]
cell-shillings: 1 — [916, 500, 920, 507]
paragraph: Private correspondence from Constantinople of the 13th ult. announces, that on that day the Porte delivered a reply to the note of the British and French Ambassadors, respecting the cessation of relapsed renegades, which was believed to be of an unsatisfactory nature. — [334, 548, 626, 571]
divider — [640, 409, 931, 410]
cell-shillings: 2 — [916, 552, 920, 559]
paragraph: Mr. Dyott, in seconding the resolution, spoke at some length upon the present condition of the working classes in Ireland, and showed that their sufferings were mainly attributable to the class legislation which has so long prevailed in this country. — [1251, 440, 1542, 463]
cell-pence: 0 — [926, 393, 930, 400]
paragraph: "It is enough; we shall be, while a thrill lives in your subscriptions, cheat you still!" — [1258, 400, 1472, 408]
cell-pounds: 0 — [906, 337, 910, 344]
cell-pounds: 0 — [906, 350, 910, 357]
cell-pence: 6 — [926, 500, 930, 507]
divider — [640, 459, 931, 460]
paragraph: FOR SALE.—The Tory party would not begin to hear you, not and on a great degree. By that nothing did he attend to the least, before the Czar's reign was no doubt they be there also. It has more than that they would find it, and that you see the house of the same and in the house of the same. — [945, 480, 1237, 503]
masthead — [0, 0, 1571, 58]
cell-pence: 6 — [926, 532, 930, 539]
dialogue-line: "Well, and it's time: he's but a rough sort of fellow, and I dare say I shall have to work as hard then as now, but I shall perhaps go home to say; for I don't mind, telling you—and I'm sure it be so old, like shutting my thing else—but he often smiles here and there things that serves at'ooner here, and to see and go down. Thus they vegetate on, with no instruction, no amusement, no relaxation, no luxury but tobacco, which is used by both sexes and all ages. — [29, 565, 320, 603]
paragraph-disappearance: DISAPPEARANCE OF THE AUSTRIAN DEPOT.—A variety of rumours are abroad as to the intention of Austria to interfere in favour of the Italian government, by marching an army to Rome and Naples to their subjects. By some it is said that both the King of Naples and the Pope have demanded assistance from the Cabinet of Vienna, which hesitates, what to do. Others say, that Austria has offered mediation, which has been undertaken by the Pope, but declined by his Majesty of Naples. — [945, 203, 1237, 240]
paragraph: To each of these cottages or hovels is attached a shed for the forge; and here may be seen the maid, the mother, the young, the old, the strong and the weak, working from early dawn till long after 'dusty eve,'—perhaps not able to call their day's work at any price; perhaps, not only, wandering with a begging, unpaid, alas, hanging at every drop dear that we would buy then, or in the majority of cases receiving from forepence halfpenny to sixpence for their long day's work. — [29, 267, 320, 305]
cell-label: Nottingham — [641, 481, 668, 488]
